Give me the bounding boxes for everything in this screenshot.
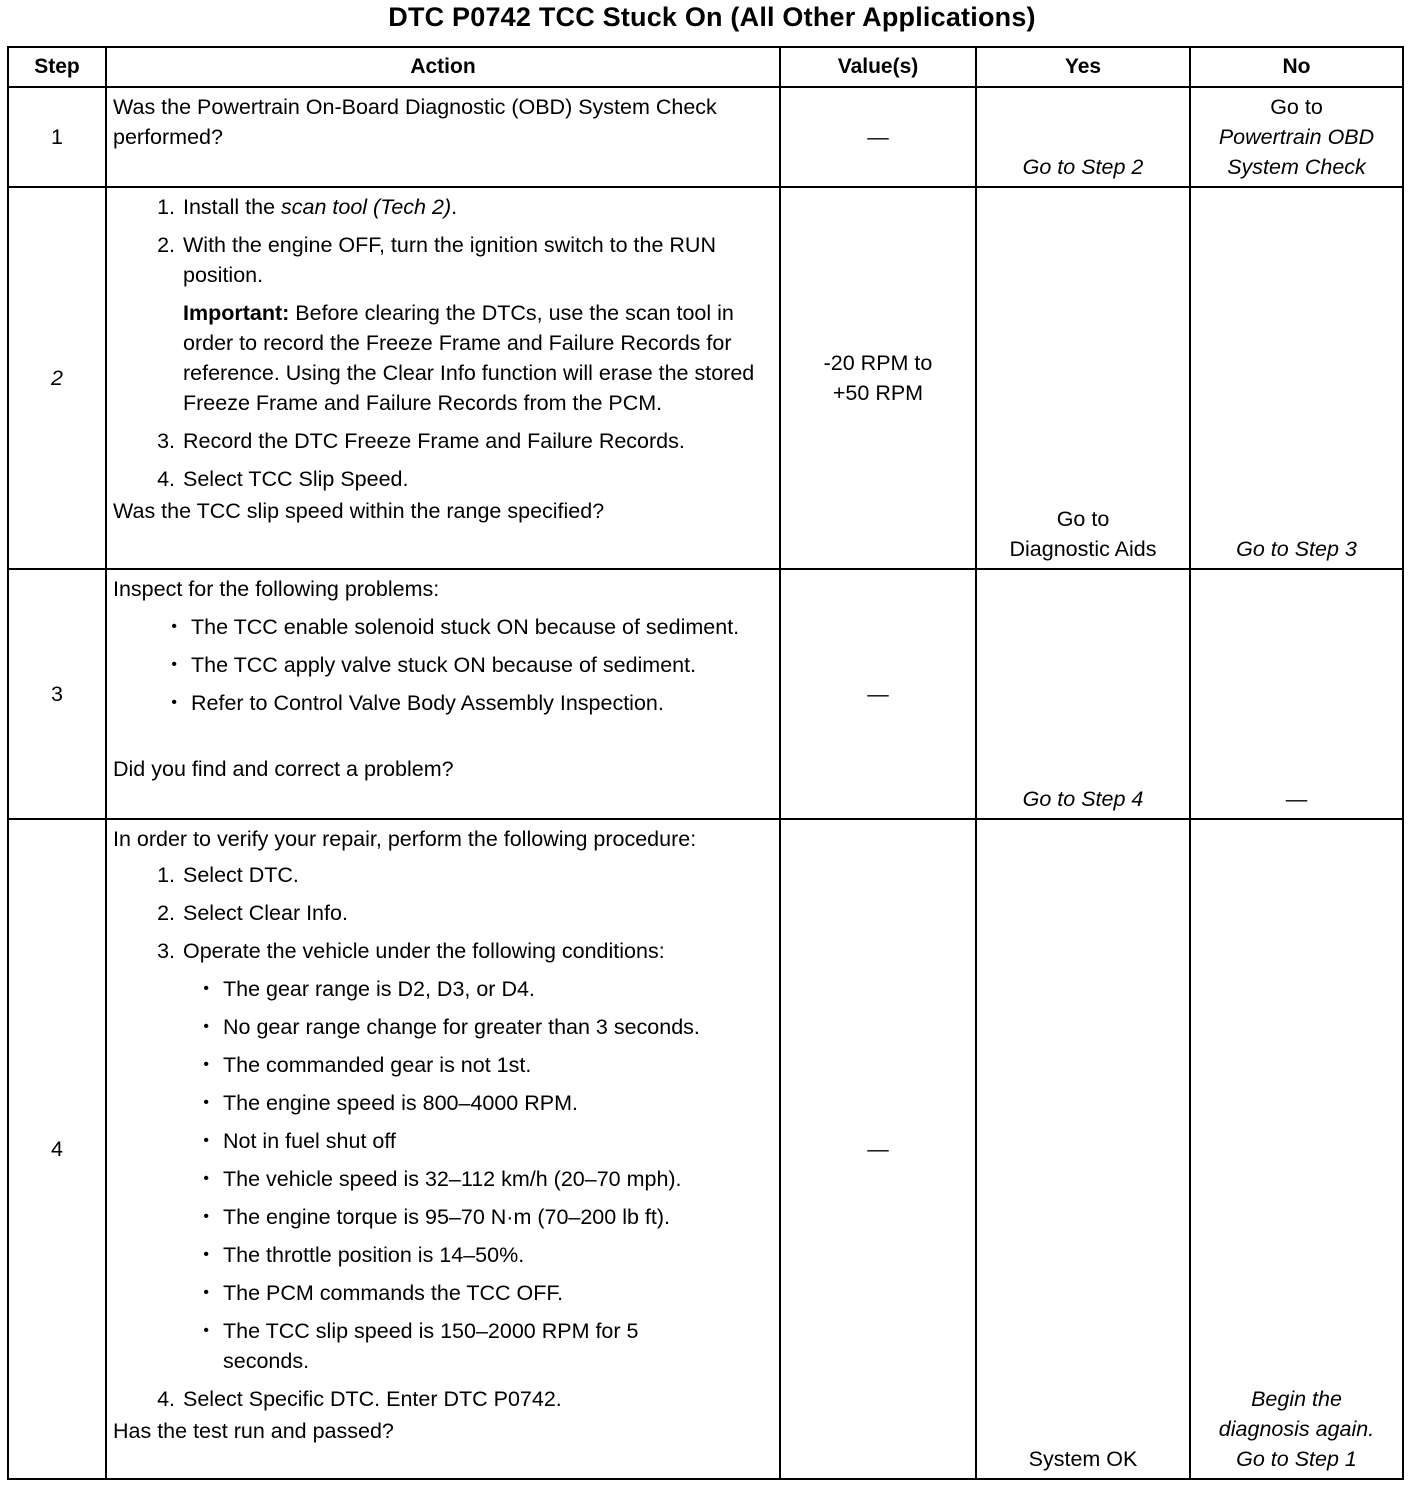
header-step: Step [8, 47, 106, 87]
value-cell: — [780, 569, 976, 819]
condition-text: The throttle position is 14–50%. [223, 1243, 525, 1267]
header-action: Action [106, 47, 780, 87]
no-cell [1190, 87, 1403, 187]
header-values: Value(s) [780, 47, 976, 87]
condition-item: • The engine torque is 95–70 N·m (70–200 lb ft). [113, 1202, 773, 1232]
condition-text: The engine torque is 95–70 N·m (70–200 lb ft). [223, 1205, 670, 1229]
condition-item: • The TCC slip speed is 150–2000 RPM for 5 seconds. [113, 1316, 773, 1376]
condition-item: • No gear range change for greater than 3 seconds. [113, 1012, 773, 1042]
condition-item: • The throttle position is 14–50%. [113, 1240, 773, 1270]
yes-cell: Go to Step 4 [976, 569, 1190, 819]
page-title: DTC P0742 TCC Stuck On (All Other Applications) [388, 2, 1036, 32]
condition-item: • The engine speed is 800–4000 RPM. [113, 1088, 773, 1118]
value-text: -20 RPM to [823, 351, 933, 375]
action-question: Was the TCC slip speed within the range specified? [113, 499, 605, 523]
yes-cell: System OK [976, 819, 1190, 1479]
action-question: Has the test run and passed? [113, 1419, 394, 1443]
item-text: Select Clear Info. [183, 901, 348, 925]
item-number: 3. [157, 939, 175, 963]
action-question: Did you find and correct a problem? [113, 757, 454, 781]
important-label: Important: [183, 301, 290, 325]
item-number: 1. [157, 863, 175, 887]
condition-item: • The vehicle speed is 32–112 km/h (20–70 mph). [113, 1164, 773, 1194]
bullet-item: • The TCC apply valve stuck ON because of sediment. [113, 650, 773, 680]
value-cell [780, 187, 976, 569]
bullet-text: The TCC apply valve stuck ON because of sediment. [191, 653, 697, 677]
list-item [113, 936, 773, 966]
important-text: Before clearing the DTCs, use the scan tool in order to record the Freeze Frame and Failure Records for reference. Using the Clear Info function will erase the stored Freeze Frame and Failure Records from the PCM. [183, 301, 755, 415]
action-intro: In order to verify your repair, perform the following procedure: [113, 827, 697, 851]
step-number: 2 [8, 187, 106, 569]
table-row [8, 187, 1403, 569]
list-item [113, 1384, 773, 1414]
action-intro: Inspect for the following problems: [113, 577, 440, 601]
item-text: Select DTC. [183, 863, 299, 887]
condition-text: The vehicle speed is 32–112 km/h (20–70 mph). [223, 1167, 682, 1191]
item-number: 3. [157, 429, 175, 453]
no-cell: — [1190, 569, 1403, 819]
item-text: Operate the vehicle under the following conditions: [183, 939, 665, 963]
list-item [113, 860, 773, 890]
bullet-text: The TCC enable solenoid stuck ON because of sediment. [191, 615, 740, 639]
item-number: 1. [157, 195, 175, 219]
action-cell [106, 87, 780, 187]
condition-text: The TCC slip speed is 150–2000 RPM for 5 seconds. [223, 1319, 639, 1373]
action-cell [106, 569, 780, 819]
action-question: Was the Powertrain On-Board Diagnostic (OBD) System Check performed? [113, 95, 717, 149]
condition-item: • The gear range is D2, D3, or D4. [113, 974, 773, 1004]
list-item [113, 192, 773, 222]
table-row [8, 569, 1403, 819]
condition-text: Not in fuel shut off [223, 1129, 396, 1153]
condition-text: The engine speed is 800–4000 RPM. [223, 1091, 578, 1115]
no-cell: Go to Step 3 [1190, 187, 1403, 569]
condition-text: The gear range is D2, D3, or D4. [223, 977, 535, 1001]
action-cell [106, 819, 780, 1479]
item-text-italic: scan tool (Tech 2) [281, 195, 452, 219]
important-note [175, 298, 773, 418]
item-number: 4. [157, 467, 175, 491]
header-no: No [1190, 47, 1403, 87]
item-text: Record the DTC Freeze Frame and Failure Records. [183, 429, 685, 453]
item-text: . [451, 195, 458, 219]
step-number: 1 [8, 87, 106, 187]
no-cell: Begin the diagnosis again. Go to Step 1 [1190, 819, 1403, 1479]
item-text: With the engine OFF, turn the ignition switch to the RUN position. [183, 233, 716, 287]
item-number: 2. [157, 233, 175, 257]
item-text: Install the [183, 195, 281, 219]
list-item [113, 464, 773, 494]
yes-cell [976, 187, 1190, 569]
condition-item: • The commanded gear is not 1st. [113, 1050, 773, 1080]
list-item [113, 230, 773, 290]
item-number: 2. [157, 901, 175, 925]
yes-text: Go to [1056, 507, 1110, 531]
table-row [8, 87, 1403, 187]
condition-item: • The PCM commands the TCC OFF. [113, 1278, 773, 1308]
condition-text: The PCM commands the TCC OFF. [223, 1281, 564, 1305]
condition-text: The commanded gear is not 1st. [223, 1053, 532, 1077]
value-cell: — [780, 819, 976, 1479]
step-number: 4 [8, 819, 106, 1479]
value-cell: — [780, 87, 976, 187]
condition-text: No gear range change for greater than 3 seconds. [223, 1015, 700, 1039]
item-text: Select Specific DTC. Enter DTC P0742. [183, 1387, 562, 1411]
bullet-text: Refer to Control Valve Body Assembly Inspection. [191, 691, 664, 715]
bullet-item: • The TCC enable solenoid stuck ON because of sediment. [113, 612, 773, 642]
list-item [113, 426, 773, 456]
yes-cell: Go to Step 2 [976, 87, 1190, 187]
action-cell [106, 187, 780, 569]
header-yes: Yes [976, 47, 1190, 87]
no-text: Go to [1270, 95, 1323, 119]
item-number: 4. [157, 1387, 175, 1411]
table-header-row [8, 47, 1403, 87]
bullet-item: • Refer to Control Valve Body Assembly Inspection. [113, 688, 773, 718]
list-item [113, 898, 773, 928]
yes-text: Diagnostic Aids [1009, 537, 1157, 561]
no-link: Powertrain OBD System Check [1218, 125, 1375, 179]
step-number: 3 [8, 569, 106, 819]
diagnostic-table [7, 46, 1404, 1480]
table-row [8, 819, 1403, 1479]
item-text: Select TCC Slip Speed. [183, 467, 409, 491]
condition-item: • Not in fuel shut off [113, 1126, 773, 1156]
value-text: +50 RPM [832, 381, 924, 405]
